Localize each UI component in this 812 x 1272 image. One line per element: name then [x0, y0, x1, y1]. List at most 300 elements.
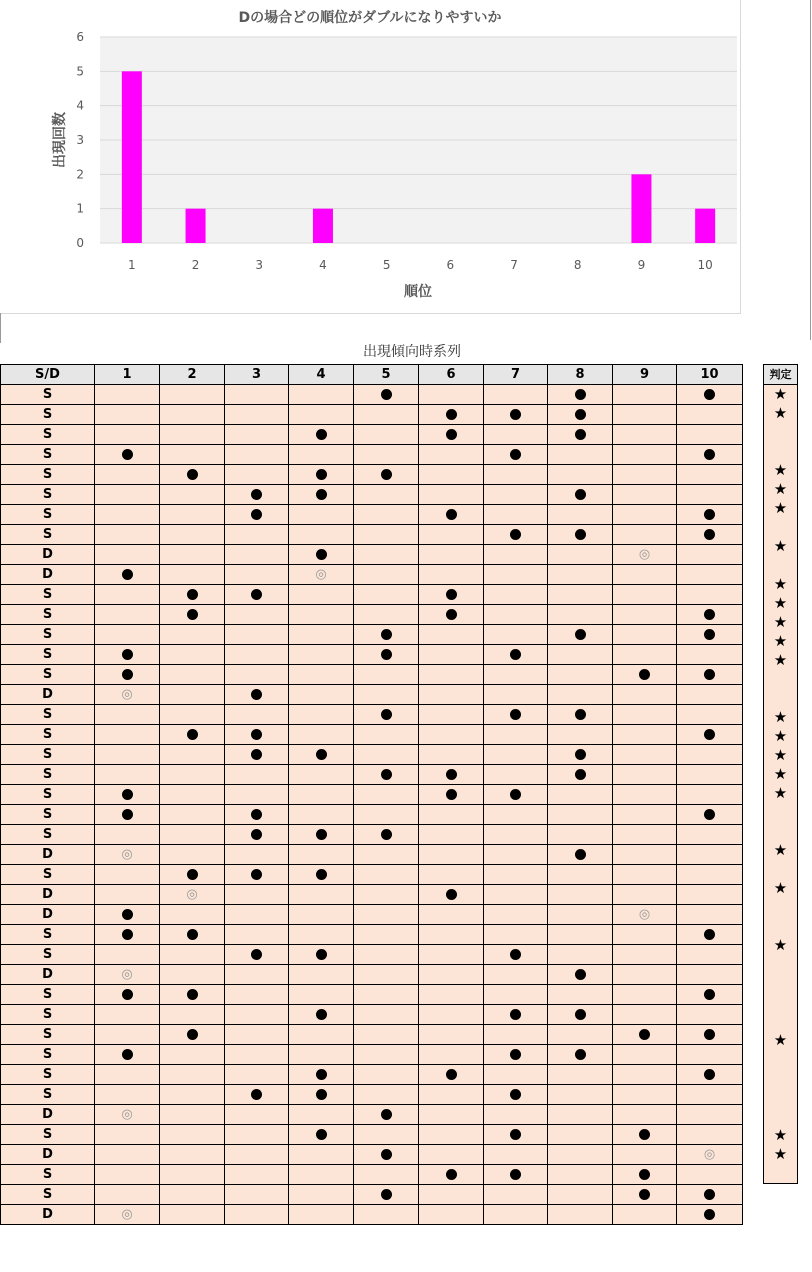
header-rank: 3 [225, 365, 289, 385]
bar-4 [313, 209, 333, 243]
rank-cell [225, 825, 289, 845]
rank-cell [160, 445, 225, 465]
dot-mark [704, 929, 715, 940]
rank-cell [354, 645, 419, 665]
table-header-row [1, 365, 743, 385]
rank-cell [548, 765, 613, 785]
rank-cell [484, 1045, 548, 1065]
dot-mark [575, 629, 586, 640]
judge-cell [764, 1069, 798, 1088]
rank-cell [677, 645, 743, 665]
rank-cell [160, 965, 225, 985]
judge-cell: ★ [764, 746, 798, 765]
rank-cell [289, 825, 354, 845]
rank-cell [95, 725, 160, 745]
rank-cell [160, 385, 225, 405]
dot-mark [381, 829, 392, 840]
rank-cell [225, 865, 289, 885]
sd-cell: D [1, 885, 95, 905]
rank-cell [484, 505, 548, 525]
judge-cell: ★ [764, 841, 798, 860]
rank-cell [613, 1125, 677, 1145]
rank-cell [289, 585, 354, 605]
rank-cell [160, 545, 225, 565]
rank-cell [613, 985, 677, 1005]
table-row [1, 1165, 743, 1185]
rank-cell [419, 985, 484, 1005]
judge-cell [764, 689, 798, 708]
rank-cell [677, 705, 743, 725]
rank-cell [95, 1145, 160, 1165]
rank-cell [613, 785, 677, 805]
rank-cell [289, 945, 354, 965]
rank-cell [225, 805, 289, 825]
sd-cell: D [1, 545, 95, 565]
rank-cell [289, 425, 354, 445]
dot-mark [381, 769, 392, 780]
rank-cell [160, 745, 225, 765]
rank-cell [419, 1005, 484, 1025]
dot-mark [704, 629, 715, 640]
rank-cell [419, 685, 484, 705]
rank-cell [95, 385, 160, 405]
judge-cell [764, 803, 798, 822]
rank-cell [354, 665, 419, 685]
dot-mark [381, 629, 392, 640]
judge-row [764, 746, 798, 765]
rank-cell [160, 785, 225, 805]
dot-mark [251, 589, 262, 600]
rank-cell [354, 625, 419, 645]
table-row [1, 945, 743, 965]
rank-cell [484, 385, 548, 405]
judge-cell [764, 518, 798, 537]
dot-mark [510, 709, 521, 720]
dot-mark [251, 809, 262, 820]
rank-cell [677, 485, 743, 505]
judge-cell: ★ [764, 936, 798, 955]
sd-cell: S [1, 505, 95, 525]
rank-cell [548, 965, 613, 985]
sd-cell: S [1, 725, 95, 745]
double-mark: ◎ [121, 1207, 133, 1222]
rank-cell [419, 405, 484, 425]
rank-cell [225, 405, 289, 425]
rank-cell [225, 1085, 289, 1105]
rank-cell [354, 705, 419, 725]
rank-cell [548, 605, 613, 625]
rank-cell [225, 1205, 289, 1225]
x-tick-label: 3 [255, 258, 264, 272]
rank-cell [225, 565, 289, 585]
rank-cell [677, 685, 743, 705]
dot-mark [381, 1189, 392, 1200]
dot-mark [446, 509, 457, 520]
dot-mark [575, 489, 586, 500]
rank-cell [225, 445, 289, 465]
rank-cell [354, 865, 419, 885]
rank-cell [289, 1145, 354, 1165]
rank-cell [419, 785, 484, 805]
rank-cell [160, 1105, 225, 1125]
dot-mark [316, 429, 327, 440]
rank-cell [484, 925, 548, 945]
table-row [1, 445, 743, 465]
rank-cell [160, 705, 225, 725]
dot-mark [187, 1029, 198, 1040]
judge-cell [764, 1050, 798, 1069]
rank-cell [419, 645, 484, 665]
rank-cell [289, 1105, 354, 1125]
rank-cell [160, 585, 225, 605]
table-row [1, 405, 743, 425]
dot-mark [251, 509, 262, 520]
double-mark: ◎ [703, 1147, 716, 1162]
rank-cell [484, 945, 548, 965]
judge-cell: ★ [764, 765, 798, 784]
rank-cell [225, 705, 289, 725]
rank-cell [289, 445, 354, 465]
dot-mark [187, 929, 198, 940]
sd-cell: S [1, 485, 95, 505]
table-row [1, 745, 743, 765]
dot-mark [251, 1089, 262, 1100]
rank-cell [677, 765, 743, 785]
judge-cell [764, 822, 798, 841]
rank-cell [677, 405, 743, 425]
rank-cell [484, 965, 548, 985]
rank-cell [419, 525, 484, 545]
judge-row [764, 651, 798, 670]
rank-cell [613, 1005, 677, 1025]
rank-cell [484, 865, 548, 885]
rank-cell [419, 765, 484, 785]
rank-cell [484, 545, 548, 565]
rank-cell [677, 505, 743, 525]
rank-cell [484, 705, 548, 725]
rank-cell [613, 465, 677, 485]
judge-row [764, 385, 798, 405]
judge-row [764, 499, 798, 518]
rank-cell [95, 885, 160, 905]
rank-cell [548, 1165, 613, 1185]
sd-cell: S [1, 925, 95, 945]
header-rank: 6 [419, 365, 484, 385]
rank-cell [677, 985, 743, 1005]
rank-cell [548, 585, 613, 605]
dot-mark [446, 429, 457, 440]
dot-mark [575, 769, 586, 780]
rank-cell [95, 965, 160, 985]
rank-cell [160, 505, 225, 525]
rank-cell [419, 965, 484, 985]
dot-mark [704, 669, 715, 680]
x-tick-label: 10 [697, 258, 713, 272]
rank-cell [160, 645, 225, 665]
sd-cell: S [1, 945, 95, 965]
judge-cell: ★ [764, 575, 798, 594]
rank-cell [484, 785, 548, 805]
rank-cell [354, 605, 419, 625]
rank-cell [95, 425, 160, 445]
rank-cell [613, 845, 677, 865]
x-tick-label: 6 [446, 258, 455, 272]
rank-cell [613, 665, 677, 685]
dot-mark [122, 929, 133, 940]
rank-cell [548, 645, 613, 665]
dot-mark [381, 389, 392, 400]
y-tick-label: 4 [76, 98, 84, 113]
rank-cell [419, 1085, 484, 1105]
table-row [1, 1005, 743, 1025]
rank-cell [548, 1085, 613, 1105]
rank-cell [225, 685, 289, 705]
rank-cell [289, 1185, 354, 1205]
sd-cell: S [1, 1085, 95, 1105]
rank-cell [225, 585, 289, 605]
rank-cell [160, 1165, 225, 1185]
dot-mark [381, 469, 392, 480]
judge-row [764, 670, 798, 689]
rank-cell [289, 1025, 354, 1045]
rank-cell [419, 825, 484, 845]
dot-mark [316, 829, 327, 840]
rank-cell [677, 1005, 743, 1025]
rank-cell [613, 805, 677, 825]
rank-cell [225, 645, 289, 665]
rank-cell [354, 745, 419, 765]
rank-cell [95, 1105, 160, 1125]
rank-cell [289, 1205, 354, 1225]
rank-cell [95, 445, 160, 465]
rank-cell [613, 945, 677, 965]
judge-row [764, 1145, 798, 1164]
rank-cell [484, 585, 548, 605]
rank-cell [419, 465, 484, 485]
judge-row [764, 1031, 798, 1050]
rank-cell [484, 1105, 548, 1125]
table-row [1, 545, 743, 565]
dot-mark [510, 529, 521, 540]
rank-cell [225, 1045, 289, 1065]
rank-cell [95, 545, 160, 565]
table-row [1, 525, 743, 545]
table-row [1, 805, 743, 825]
rank-cell [419, 625, 484, 645]
rank-cell [354, 1005, 419, 1025]
rank-cell [160, 605, 225, 625]
dot-mark [704, 1189, 715, 1200]
dot-mark [510, 789, 521, 800]
rank-cell [613, 1065, 677, 1085]
rank-cell [354, 465, 419, 485]
rank-cell [677, 605, 743, 625]
rank-cell [613, 725, 677, 745]
rank-cell [354, 1045, 419, 1065]
sd-cell: S [1, 1065, 95, 1085]
rank-cell [289, 705, 354, 725]
dot-mark [122, 809, 133, 820]
x-tick-label: 8 [573, 258, 582, 272]
judge-row [764, 879, 798, 898]
dot-mark [704, 509, 715, 520]
rank-cell [548, 845, 613, 865]
x-tick-label: 4 [319, 258, 327, 272]
sd-cell: S [1, 765, 95, 785]
dot-mark [122, 569, 133, 580]
judge-header: 判定 [764, 365, 798, 385]
rank-cell [419, 1065, 484, 1085]
table-row [1, 1205, 743, 1225]
rank-cell [95, 1025, 160, 1045]
rank-cell [548, 725, 613, 745]
rank-cell [548, 905, 613, 925]
rank-cell [484, 1145, 548, 1165]
rank-cell [677, 1125, 743, 1145]
judge-cell: ★ [764, 404, 798, 423]
double-mark: ◎ [638, 547, 651, 562]
rank-cell [160, 985, 225, 1005]
dot-mark [704, 809, 715, 820]
rank-cell [225, 1005, 289, 1025]
rank-cell [95, 1205, 160, 1225]
sd-cell: S [1, 1165, 95, 1185]
rank-cell [677, 625, 743, 645]
rank-cell [95, 665, 160, 685]
dot-mark [704, 1069, 715, 1080]
double-mark: ◎ [638, 907, 651, 922]
table-row [1, 385, 743, 405]
rank-cell [484, 845, 548, 865]
rank-cell [677, 545, 743, 565]
table-row [1, 425, 743, 445]
dot-mark [639, 1129, 650, 1140]
rank-cell [354, 685, 419, 705]
judge-row [764, 898, 798, 917]
dot-mark [510, 949, 521, 960]
judge-row [764, 860, 798, 879]
rank-cell [95, 1045, 160, 1065]
rank-cell [95, 565, 160, 585]
rank-cell [613, 1205, 677, 1225]
judge-row [764, 822, 798, 841]
dot-mark [639, 669, 650, 680]
rank-cell [484, 1125, 548, 1145]
sd-cell: D [1, 905, 95, 925]
rank-cell [160, 765, 225, 785]
rank-cell [613, 865, 677, 885]
rank-cell [225, 505, 289, 525]
rank-cell [613, 485, 677, 505]
rank-cell [354, 845, 419, 865]
rank-cell [677, 825, 743, 845]
judge-row [764, 708, 798, 727]
rank-cell [289, 1005, 354, 1025]
table-row [1, 1065, 743, 1085]
rank-cell [419, 705, 484, 725]
table-row [1, 865, 743, 885]
rank-cell [677, 885, 743, 905]
dot-mark [704, 1029, 715, 1040]
rank-cell [419, 485, 484, 505]
rank-cell [677, 425, 743, 445]
rank-cell [354, 1125, 419, 1145]
rank-cell [95, 1005, 160, 1025]
judge-row [764, 613, 798, 632]
dot-mark [316, 1009, 327, 1020]
rank-cell [160, 1045, 225, 1065]
rank-cell [354, 725, 419, 745]
sd-cell: S [1, 605, 95, 625]
rank-cell [289, 805, 354, 825]
header-rank: 1 [95, 365, 160, 385]
dot-mark [316, 749, 327, 760]
rank-cell [677, 665, 743, 685]
judge-row [764, 765, 798, 784]
rank-cell [289, 545, 354, 565]
rank-cell [548, 625, 613, 645]
rank-cell [95, 905, 160, 925]
rank-cell [354, 505, 419, 525]
dot-mark [510, 409, 521, 420]
rank-cell [95, 1125, 160, 1145]
rank-cell [354, 525, 419, 545]
sd-cell: S [1, 1045, 95, 1065]
rank-cell [548, 425, 613, 445]
rank-cell [289, 1045, 354, 1065]
judge-row [764, 423, 798, 442]
rank-cell [613, 585, 677, 605]
rank-cell [160, 825, 225, 845]
rank-cell [548, 1185, 613, 1205]
rank-cell [95, 1185, 160, 1205]
rank-cell [419, 865, 484, 885]
rank-cell [225, 525, 289, 545]
rank-cell [160, 665, 225, 685]
dot-mark [316, 489, 327, 500]
rank-cell [613, 385, 677, 405]
judge-row [764, 936, 798, 955]
dot-mark [122, 449, 133, 460]
y-tick-label: 5 [76, 64, 84, 79]
rank-cell [484, 605, 548, 625]
rank-cell [354, 985, 419, 1005]
rank-cell [419, 585, 484, 605]
rank-cell [677, 465, 743, 485]
rank-cell [225, 745, 289, 765]
judge-row [764, 1107, 798, 1126]
rank-cell [289, 525, 354, 545]
judge-row [764, 1164, 798, 1184]
rank-cell [225, 1125, 289, 1145]
rank-cell [354, 945, 419, 965]
rank-cell [289, 1085, 354, 1105]
table-row [1, 485, 743, 505]
sd-cell: S [1, 745, 95, 765]
chart-panel [0, 0, 741, 314]
judge-row [764, 404, 798, 423]
double-mark: ◎ [186, 887, 198, 902]
rank-cell [548, 465, 613, 485]
judge-cell [764, 955, 798, 974]
rank-cell [289, 665, 354, 685]
table-row [1, 685, 743, 705]
rank-cell [225, 925, 289, 945]
dot-mark [251, 489, 262, 500]
sd-cell: D [1, 565, 95, 585]
rank-cell [419, 1125, 484, 1145]
rank-cell [95, 765, 160, 785]
